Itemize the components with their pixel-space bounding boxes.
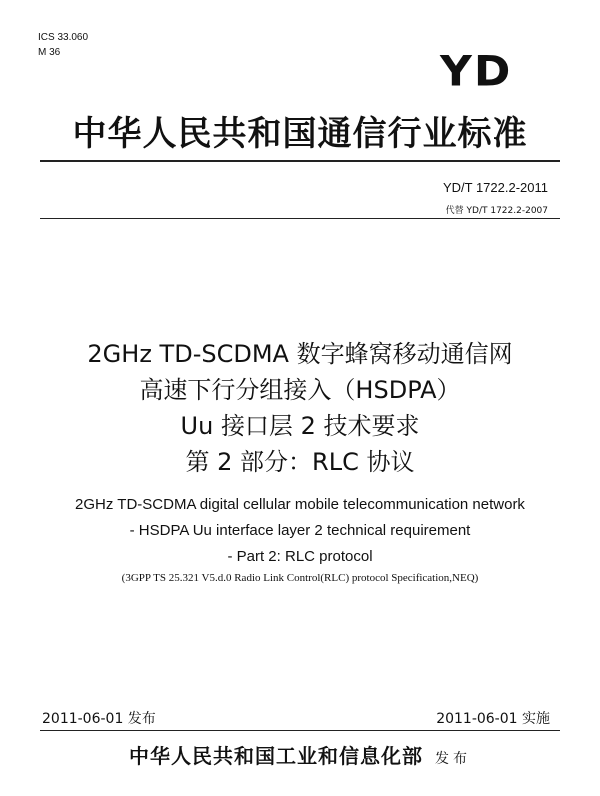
english-title-line-1: 2GHz TD-SCDMA digital cellular mobile telecommunication network (75, 496, 525, 513)
bottom-divider (40, 730, 560, 731)
class-code: M 36 (38, 47, 61, 58)
ics-code: ICS 33.060 (38, 32, 89, 43)
replaces-note: 代替 YD/T 1722.2-2007 (445, 206, 548, 216)
issue-date: 2011-06-01 发布 (42, 711, 156, 727)
chinese-title-line-3: Uu 接口层 2 技术要求 (180, 412, 420, 440)
chinese-title-line-4: 第 2 部分：RLC 协议 (185, 448, 415, 476)
code-divider (40, 218, 560, 219)
yd-logo: YD (440, 47, 513, 96)
english-reference-note: (3GPP TS 25.321 V5.d.0 Radio Link Control(RLC) protocol Specification,NEQ) (121, 572, 479, 584)
chinese-title-line-2: 高速下行分组接入（HSDPA） (139, 376, 461, 404)
top-divider (40, 160, 560, 162)
standard-number: YD/T 1722.2-2011 (442, 180, 548, 195)
classification-block (38, 30, 88, 60)
chinese-title (0, 336, 600, 480)
publisher-suffix: 发布 (435, 751, 471, 767)
publisher-name: 中华人民共和国工业和信息化部 (129, 744, 423, 768)
publisher (0, 740, 600, 769)
english-title-line-3: - Part 2: RLC protocol (227, 548, 373, 565)
standard-title: 中华人民共和国通信行业标准 (72, 114, 528, 154)
implementation-date: 2011-06-01 实施 (436, 711, 550, 727)
english-title-line-2: - HSDPA Uu interface layer 2 technical requirement (129, 522, 471, 539)
english-title (0, 492, 600, 570)
chinese-title-line-1: 2GHz TD-SCDMA 数字蜂窝移动通信网 (87, 340, 513, 368)
